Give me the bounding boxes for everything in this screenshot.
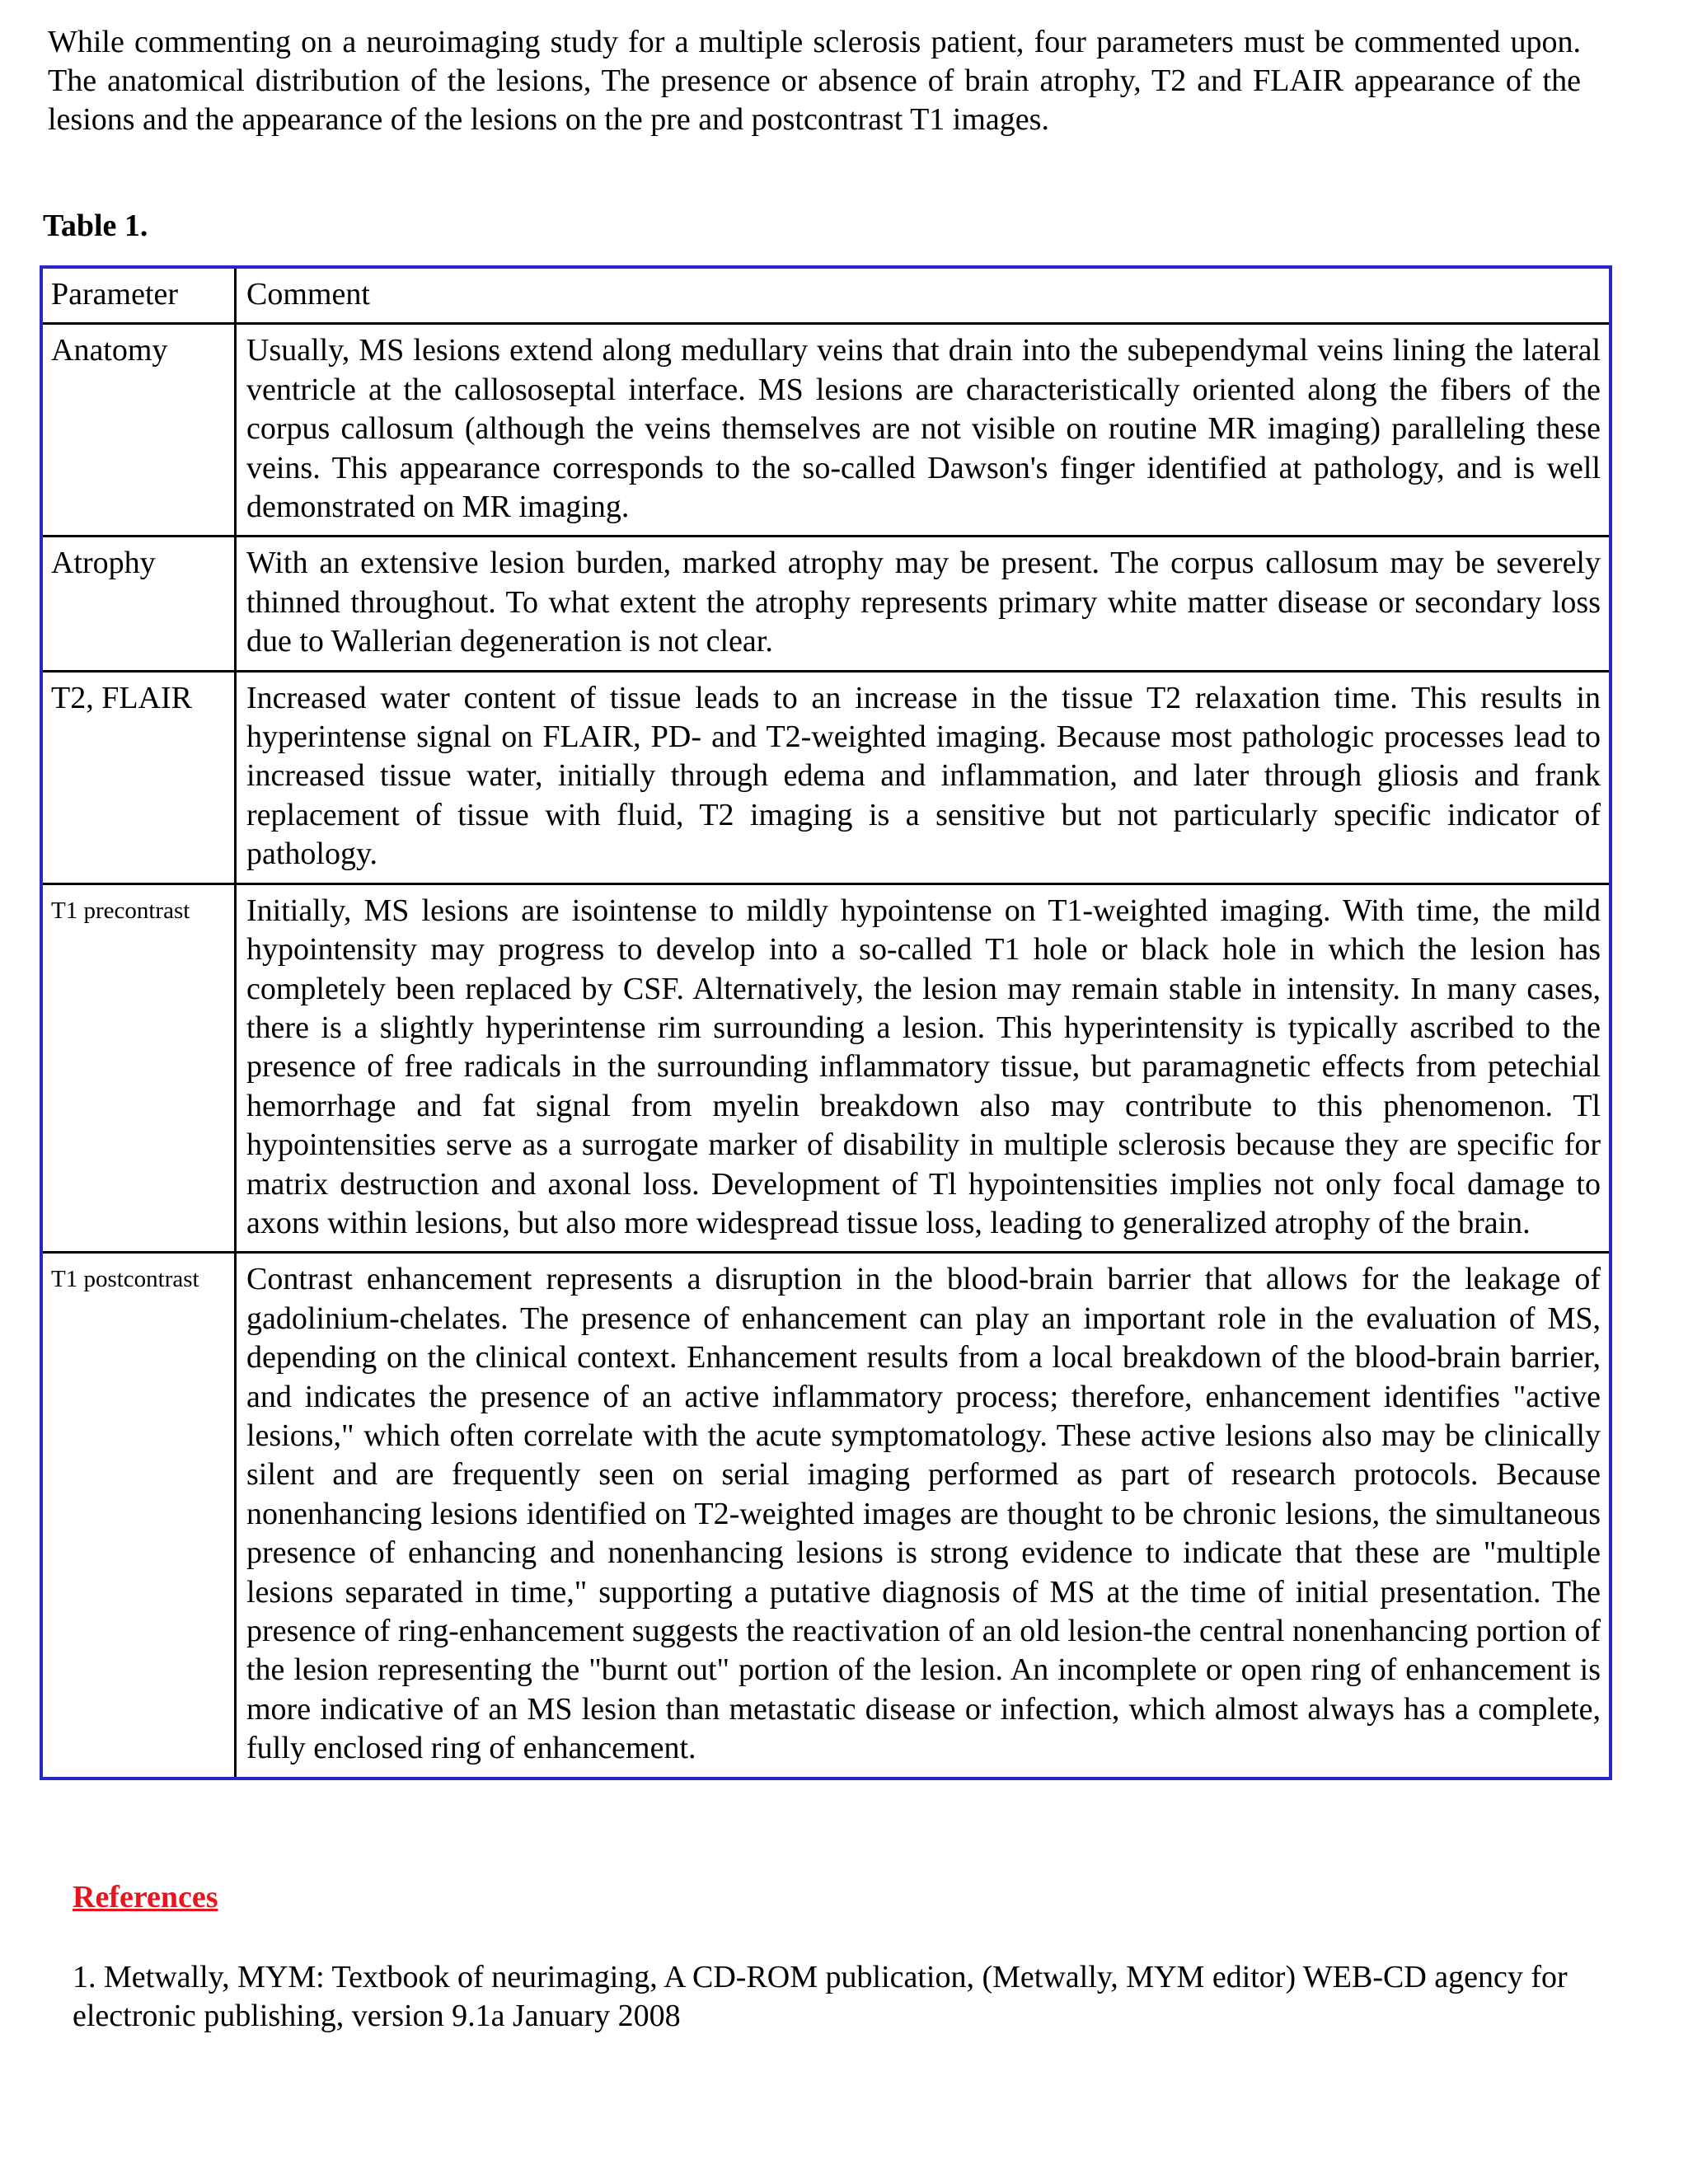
header-comment: Comment <box>236 267 1611 324</box>
row-parameter-anatomy: Anatomy <box>41 324 236 537</box>
intro-paragraph: While commenting on a neuroimaging study for a multiple sclerosis patient, four parameters must be commented upon. The anatomical distribution of the lesions, The presence or absence of brain atrophy, T2 and FLAIR appearance of the lesions and the appearance of the lesions on the pre and postcontrast T1 images. <box>48 25 1581 137</box>
table-row <box>41 883 1611 1253</box>
row-parameter-atrophy: Atrophy <box>41 537 236 671</box>
references-link[interactable]: References <box>73 1880 218 1915</box>
table-caption: Table 1. <box>43 209 148 243</box>
table-header-row <box>41 267 1611 324</box>
row-comment-t2-flair: Increased water content of tissue leads to an increase in the tissue T2 relaxation time. This results in hyperintense signal on FLAIR, PD- and T2-weighted imaging. Because most pathologic processes lead to increased tissue water, initially through edema and inflammation, and later through gliosis and frank replacement of tissue with fluid, T2 imaging is a sensitive but not particularly specific indicator of pathology. <box>236 671 1611 883</box>
row-parameter-t1-precontrast: T1 precontrast <box>41 883 236 1253</box>
parameters-table <box>40 265 1612 1780</box>
row-comment-atrophy: With an extensive lesion burden, marked atrophy may be present. The corpus callosum may be severely thinned throughout. To what extent the atrophy represents primary white matter disease or secondary loss due to Wallerian degeneration is not clear. <box>236 537 1611 671</box>
row-parameter-t1-postcontrast: T1 postcontrast <box>41 1253 236 1779</box>
header-parameter: Parameter <box>41 267 236 324</box>
row-comment-t1-precontrast: Initially, MS lesions are isointense to mildly hypointense on T1-weighted imaging. With time, the mild hypointensity may progress to develop into a so-called T1 hole or black hole in which the lesion has completely been replaced by CSF. Alternatively, the lesion may remain stable in intensity. In many cases, there is a slightly hyperintense rim surrounding a lesion. This hyperintensity is typically ascribed to the presence of free radicals in the surrounding inflammatory tissue, but paramagnetic effects from petechial hemorrhage and fat signal from myelin breakdown also may contribute to this phenomenon. Tl hypointensities serve as a surrogate marker of disability in multiple sclerosis because they are specific for matrix destruction and axonal loss. Development of Tl hypointensities implies not only focal damage to axons within lesions, but also more widespread tissue loss, leading to generalized atrophy of the brain. <box>236 883 1611 1253</box>
reference-item: 1. Metwally, MYM: Textbook of neurimaging, A CD-ROM publication, (Metwally, MYM editor) WEB-CD agency for electronic publishing, version 9.1a January 2008 <box>73 1960 1568 2033</box>
table-row <box>41 671 1611 883</box>
table-row <box>41 324 1611 537</box>
table-row <box>41 537 1611 671</box>
row-comment-t1-postcontrast: Contrast enhancement represents a disruption in the blood-brain barrier that allows for the leakage of gadolinium-chelates. The presence of enhancement can play an important role in the evaluation of MS, depending on the clinical context. Enhancement results from a local breakdown of the blood-brain barrier, and indicates the presence of an active inflammatory process; therefore, enhancement identifies "active lesions," which often correlate with the acute symptomatology. These active lesions also may be clinically silent and are frequently seen on serial imaging performed as part of research protocols. Because nonenhancing lesions identified on T2-weighted images are thought to be chronic lesions, the simultaneous presence of enhancing and nonenhancing lesions is strong evidence to indicate that these are "multiple lesions separated in time," supporting a putative diagnosis of MS at the time of initial presentation. The presence of ring-enhancement suggests the reactivation of an old lesion-the central nonenhancing portion of the lesion representing the "burnt out" portion of the lesion. An incomplete or open ring of enhancement is more indicative of an MS lesion than metastatic disease or infection, which almost always has a complete, fully enclosed ring of enhancement. <box>246 1262 1601 1766</box>
row-comment-anatomy: Usually, MS lesions extend along medullary veins that drain into the subependymal veins lining the lateral ventricle at the callososeptal interface. MS lesions are characteristically oriented along the fibers of the corpus callosum (although the veins themselves are not visible on routine MR imaging) paralleling these veins. This appearance corresponds to the so-called Dawson's finger identified at pathology, and is well demonstrated on MR imaging. <box>236 324 1611 537</box>
table-row <box>41 1253 1611 1779</box>
row-parameter-t2-flair: T2, FLAIR <box>41 671 236 883</box>
